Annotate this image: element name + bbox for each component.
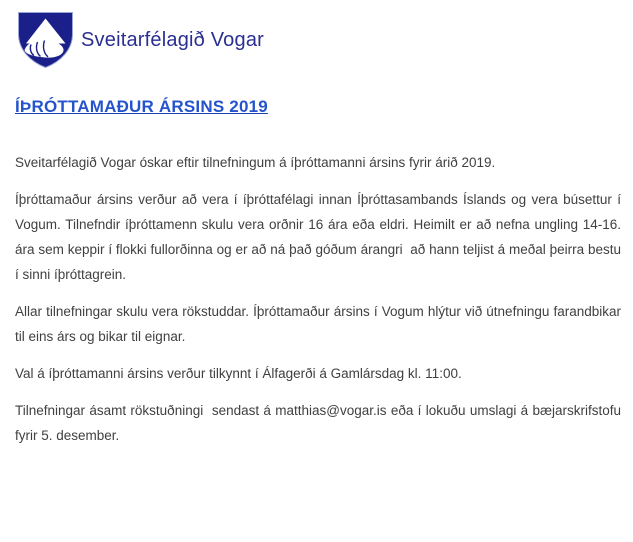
- title-row: [15, 97, 621, 117]
- paragraph-justification: Allar tilnefningar skulu vera rökstuddar. Íþróttamaður ársins í Vogum hlýtur við útnefningu farandbikar til eins árs og bikar til eignar.: [15, 304, 625, 344]
- municipality-crest-icon: [17, 11, 74, 69]
- logo-org-name: Sveitarfélagið Vogar: [81, 28, 265, 51]
- paragraph-submission: [15, 398, 625, 448]
- paragraph-eligibility: Íþróttamaður ársins verður að vera í íþróttafélagi innan Íþróttasambands Íslands og vera búsettur í Vogum. Tilnefndir íþróttamenn skulu vera orðnir 16 ára eða eldri. Heimilt er að nefna ungling 14-16. ára sem keppir í flokki fullorðinna og er að ná það góðum árangri að hann teljist á meðal þeirra bestu í sinni íþróttagrein.: [15, 192, 625, 282]
- announcement-body: [15, 150, 625, 448]
- email-address: matthias@vogar.is: [275, 403, 387, 418]
- announcement-title-link[interactable]: ÍÞRÓTTAMAÐUR ÁRSINS 2019: [15, 97, 268, 116]
- paragraph-intro: Sveitarfélagið Vogar óskar eftir tilnefningum á íþróttamanni ársins fyrir árið 2019.: [15, 155, 496, 170]
- submission-text-before: Tilnefningar ásamt rökstuðningi sendast á: [15, 403, 276, 418]
- letterhead: [17, 10, 621, 70]
- paragraph-award-announcement: Val á íþróttamanni ársins verður tilkynnt í Álfagerði á Gamlársdag kl. 11:00.: [15, 366, 462, 381]
- submission-text-after: eða í lokuðu umslagi á bæjarskrifstofu fyrir 5. desember.: [15, 403, 625, 443]
